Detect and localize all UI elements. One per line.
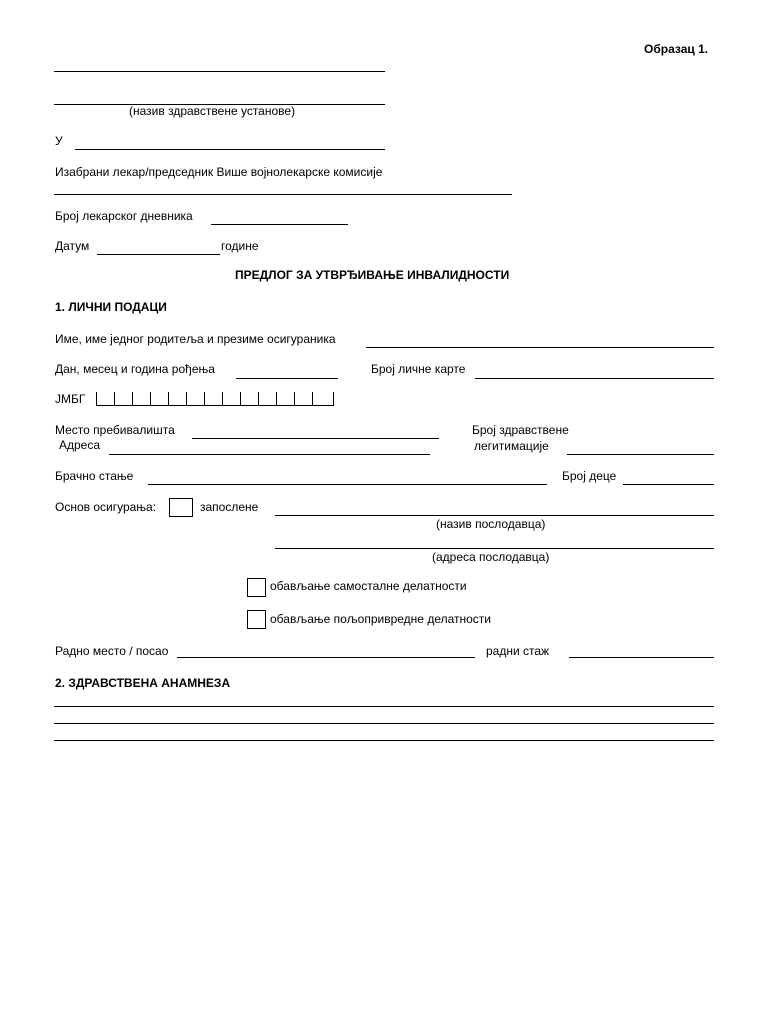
employed-label: запослене (200, 500, 259, 514)
health-card-line[interactable] (567, 454, 714, 455)
anamnesis-line-3[interactable] (54, 740, 714, 741)
id-card-line[interactable] (475, 378, 714, 379)
date-line[interactable] (97, 254, 220, 255)
doctor-line[interactable] (54, 194, 512, 195)
year-label: године (221, 239, 259, 253)
insurance-label: Основ осигурања: (55, 500, 157, 514)
employer-address-caption: (адреса послодавца) (432, 550, 550, 564)
section-1-heading: 1. ЛИЧНИ ПОДАЦИ (55, 300, 167, 314)
name-line[interactable] (366, 347, 714, 348)
health-card-label-2: легитимације (474, 439, 549, 453)
anamnesis-line-1[interactable] (54, 706, 714, 707)
doctor-label: Изабрани лекар/председник Више војнолекарске комисије (55, 165, 383, 179)
journal-label: Број лекарског дневника (55, 209, 193, 223)
marital-line[interactable] (148, 484, 547, 485)
work-experience-label: радни стаж (486, 644, 550, 658)
institution-caption: (назив здравствене установе) (129, 104, 296, 118)
birth-label: Дан, месец и година рођења (55, 362, 215, 376)
marital-label: Брачно стање (55, 469, 134, 483)
form-number: Образац 1. (644, 42, 709, 56)
in-label: У (55, 134, 63, 148)
children-line[interactable] (623, 484, 714, 485)
work-experience-line[interactable] (569, 657, 714, 658)
jmbg-field[interactable] (96, 392, 336, 406)
in-line[interactable] (75, 149, 385, 150)
children-label: Број деце (562, 469, 617, 483)
institution-line-1[interactable] (54, 71, 385, 72)
residence-label: Место пребивалишта (55, 423, 175, 437)
name-label: Име, име једног родитеља и презиме осигураника (55, 332, 336, 346)
employer-address-line[interactable] (275, 548, 714, 549)
job-line[interactable] (177, 657, 475, 658)
jmbg-label: ЈМБГ (55, 392, 86, 406)
agriculture-label: обављање пољопривредне делатности (270, 612, 492, 626)
id-card-label: Број личне карте (371, 362, 466, 376)
date-label: Датум (55, 239, 90, 253)
address-label: Адреса (59, 438, 101, 452)
journal-line[interactable] (211, 224, 348, 225)
agriculture-checkbox[interactable] (247, 610, 266, 629)
employer-caption: (назив послодавца) (436, 517, 546, 531)
job-label: Радно место / посао (55, 644, 169, 658)
employed-checkbox[interactable] (169, 498, 193, 517)
health-card-label-1: Број здравствене (472, 423, 569, 437)
anamnesis-line-2[interactable] (54, 723, 714, 724)
form-title: ПРЕДЛОГ ЗА УТВРЂИВАЊЕ ИНВАЛИДНОСТИ (235, 268, 510, 282)
residence-line[interactable] (192, 438, 439, 439)
section-2-heading: 2. ЗДРАВСТВЕНА АНАМНЕЗА (55, 676, 231, 690)
employer-line[interactable] (275, 515, 714, 516)
birth-line[interactable] (236, 378, 338, 379)
self-employed-checkbox[interactable] (247, 578, 266, 597)
self-employed-label: обављање самосталне делатности (270, 579, 467, 593)
address-line[interactable] (109, 454, 430, 455)
